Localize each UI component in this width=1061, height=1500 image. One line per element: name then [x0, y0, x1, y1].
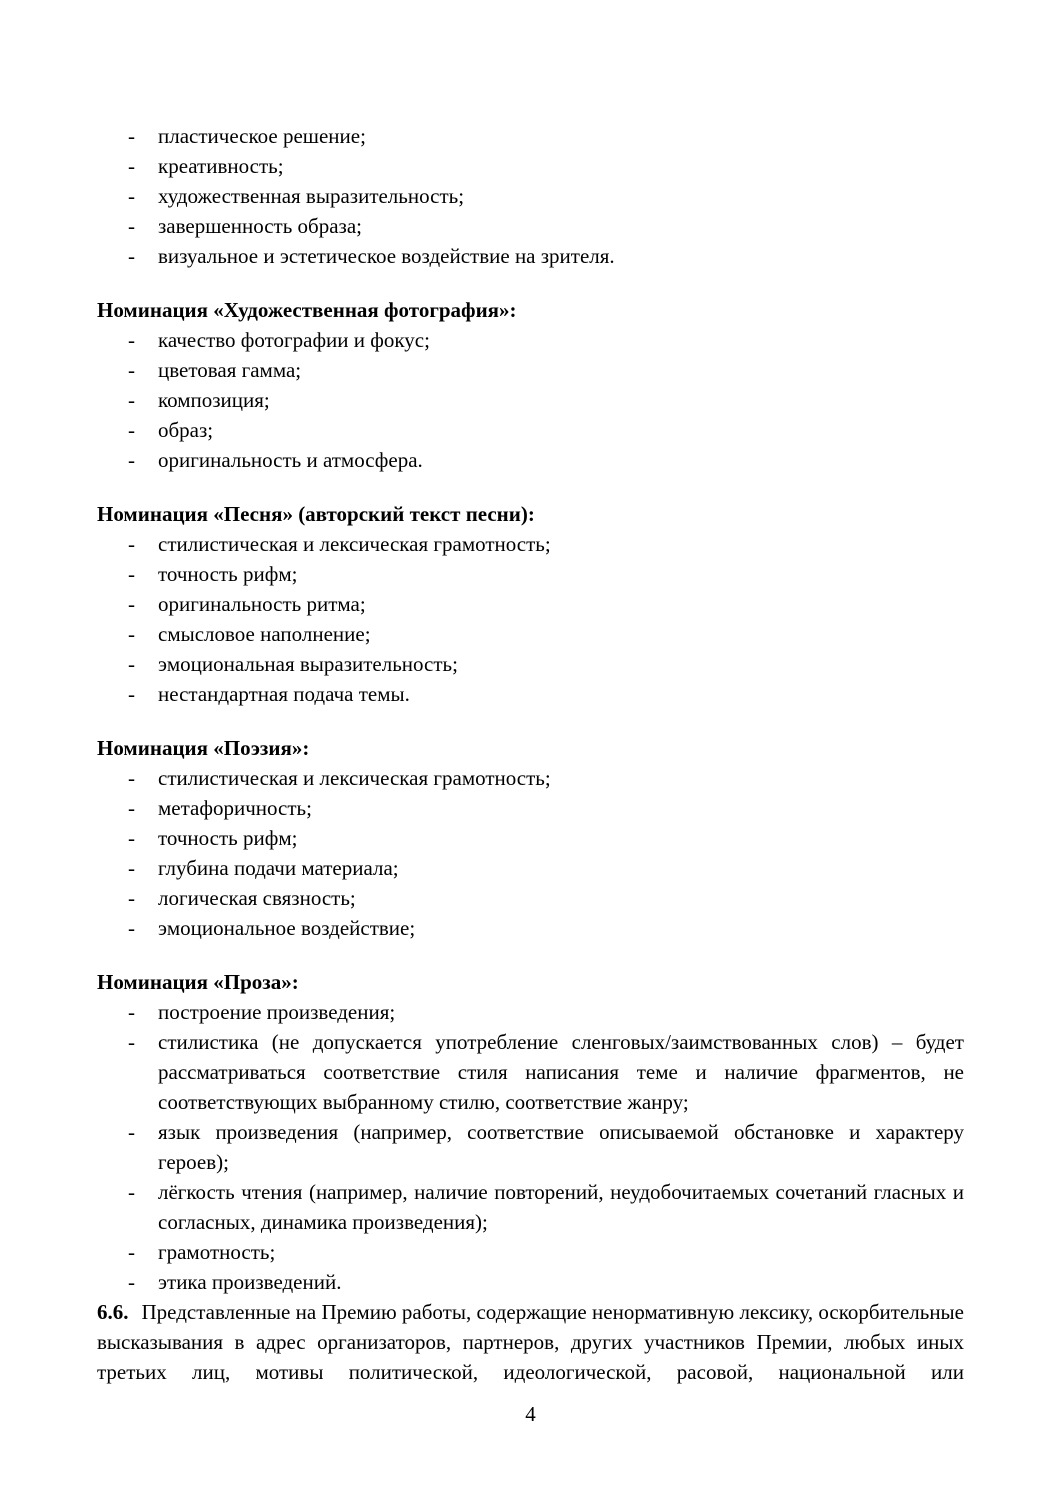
criteria-item-text: смысловое наполнение; [158, 622, 371, 646]
dash-marker: - [128, 532, 135, 556]
clause-6-6 [97, 1297, 964, 1387]
dash-marker: - [128, 766, 135, 790]
criteria-item-text: завершенность образа; [158, 214, 363, 238]
page-number: 4 [525, 1402, 536, 1426]
criteria-item [97, 679, 964, 709]
criteria-item [97, 415, 964, 445]
criteria-item [97, 913, 964, 943]
criteria-item-text: логическая связность; [158, 886, 356, 910]
criteria-item-text: метафоричность; [158, 796, 312, 820]
criteria-item-text: художественная выразительность; [158, 184, 465, 208]
dash-marker: - [128, 358, 135, 382]
dash-marker: - [128, 418, 135, 442]
criteria-item-text: композиция; [158, 388, 270, 412]
criteria-item [97, 1117, 964, 1177]
criteria-item-text: язык произведения (например, соответствие описываемой обстановке и характеру героев); [158, 1120, 964, 1174]
criteria-item [97, 763, 964, 793]
criteria-item [97, 241, 964, 271]
clause-text: Представленные на Премию работы, содержащие ненормативную лексику, оскорбительные высказывания в адрес организаторов, партнеров, других участников Премии, любых иных третьих лиц, мотивы политической, идеологической, расовой, национальной или [97, 1300, 964, 1384]
criteria-item [97, 1237, 964, 1267]
criteria-item [97, 559, 964, 589]
dash-marker: - [128, 214, 135, 238]
criteria-item [97, 649, 964, 679]
criteria-item-text: стилистическая и лексическая грамотность; [158, 532, 551, 556]
criteria-item [97, 1267, 964, 1297]
criteria-item [97, 1177, 964, 1237]
dash-marker: - [128, 124, 135, 148]
dash-marker: - [128, 244, 135, 268]
dash-marker: - [128, 184, 135, 208]
criteria-item-text: стилистика (не допускается употребление сленговых/заимствованных слов) – будет рассматриваться соответствие стиля написания теме и наличие фрагментов, не соответствующих выбранному стилю, соответствие жанру; [158, 1030, 964, 1114]
dash-marker: - [128, 826, 135, 850]
criteria-item [97, 355, 964, 385]
dash-marker: - [128, 1270, 135, 1294]
criteria-item-text: креативность; [158, 154, 284, 178]
criteria-item-text: пластическое решение; [158, 124, 366, 148]
criteria-item [97, 445, 964, 475]
criteria-item-text: эмоциональное воздействие; [158, 916, 416, 940]
dash-marker: - [128, 388, 135, 412]
dash-marker: - [128, 622, 135, 646]
criteria-item [97, 181, 964, 211]
criteria-list-intro [97, 121, 964, 271]
criteria-item [97, 793, 964, 823]
criteria-item [97, 883, 964, 913]
criteria-item-text: образ; [158, 418, 214, 442]
criteria-item-text: лёгкость чтения (например, наличие повторений, неудобочитаемых сочетаний гласных и согласных, динамика произведения); [158, 1180, 964, 1234]
criteria-item [97, 121, 964, 151]
criteria-item [97, 853, 964, 883]
criteria-item-text: построение произведения; [158, 1000, 396, 1024]
nomination-sections [97, 295, 964, 1297]
dash-marker: - [128, 916, 135, 940]
dash-marker: - [128, 1180, 135, 1204]
criteria-item-text: оригинальность ритма; [158, 592, 366, 616]
criteria-item [97, 589, 964, 619]
criteria-item [97, 151, 964, 181]
nomination-heading: Номинация «Поэзия»: [97, 736, 310, 760]
criteria-item [97, 325, 964, 355]
nomination-heading: Номинация «Проза»: [97, 970, 299, 994]
dash-marker: - [128, 652, 135, 676]
dash-marker: - [128, 154, 135, 178]
dash-marker: - [128, 562, 135, 586]
criteria-item [97, 211, 964, 241]
clause-number: 6.6. [97, 1300, 129, 1324]
criteria-item-text: стилистическая и лексическая грамотность; [158, 766, 551, 790]
criteria-item-text: цветовая гамма; [158, 358, 302, 382]
criteria-item [97, 529, 964, 559]
criteria-item-text: эмоциональная выразительность; [158, 652, 458, 676]
criteria-item-text: качество фотографии и фокус; [158, 328, 430, 352]
dash-marker: - [128, 796, 135, 820]
criteria-item-text: этика произведений. [158, 1270, 342, 1294]
criteria-item-text: глубина подачи материала; [158, 856, 399, 880]
criteria-item-text: нестандартная подача темы. [158, 682, 410, 706]
dash-marker: - [128, 592, 135, 616]
criteria-item-text: визуальное и эстетическое воздействие на зрителя. [158, 244, 615, 268]
nomination-heading: Номинация «Художественная фотография»: [97, 298, 517, 322]
dash-marker: - [128, 682, 135, 706]
dash-marker: - [128, 1000, 135, 1024]
dash-marker: - [128, 328, 135, 352]
criteria-item-text: точность рифм; [158, 826, 298, 850]
criteria-item [97, 619, 964, 649]
dash-marker: - [128, 1120, 135, 1144]
criteria-item [97, 823, 964, 853]
dash-marker: - [128, 448, 135, 472]
criteria-item-text: оригинальность и атмосфера. [158, 448, 423, 472]
criteria-item [97, 1027, 964, 1117]
criteria-item [97, 997, 964, 1027]
criteria-item [97, 385, 964, 415]
dash-marker: - [128, 1030, 135, 1054]
dash-marker: - [128, 856, 135, 880]
dash-marker: - [128, 1240, 135, 1264]
dash-marker: - [128, 886, 135, 910]
nomination-heading: Номинация «Песня» (авторский текст песни): [97, 502, 535, 526]
criteria-item-text: точность рифм; [158, 562, 298, 586]
criteria-item-text: грамотность; [158, 1240, 276, 1264]
